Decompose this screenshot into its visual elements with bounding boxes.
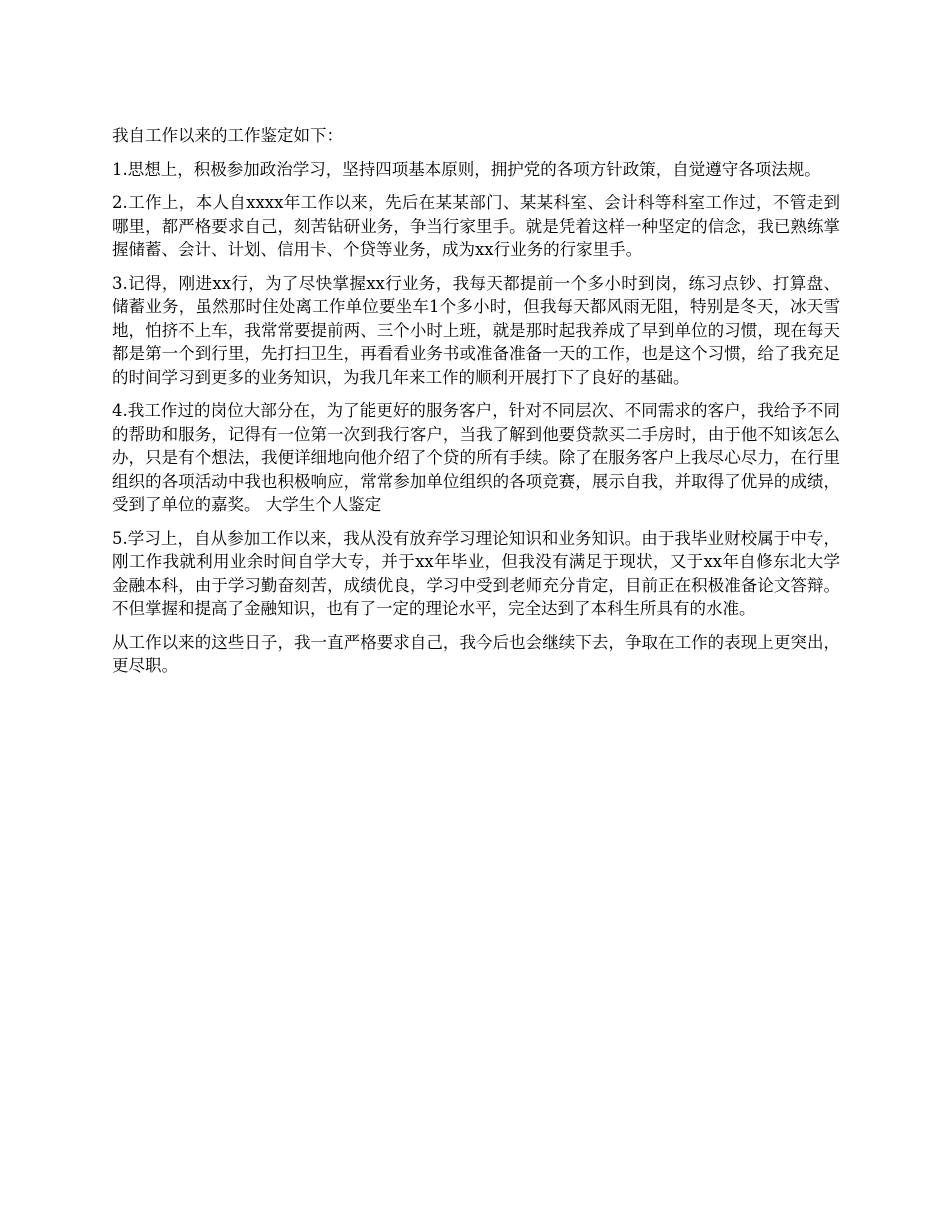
paragraph-work: 2.工作上，本人自xxxx年工作以来，先后在某某部门、某某科室、会计科等科室工作过，不管走到哪里，都严格要求自己，刻苦钻研业务，争当行家里手。就是凭着这样一种坚定的信念，我已熟练掌握储蓄、会计、计划、信用卡、个贷等业务，成为xx行业务的行家里手。 [112, 193, 840, 259]
intro-paragraph: 我自工作以来的工作鉴定如下： [112, 126, 343, 145]
paragraph-ideology: 1.思想上，积极参加政治学习，坚持四项基本原则，拥护党的各项方针政策，自觉遵守各项法规。 [112, 159, 821, 179]
closing-paragraph: 从工作以来的这些日子，我一直严格要求自己，我今后也会继续下去，争取在工作的表现上更突出，更尽职。 [112, 632, 840, 675]
paragraph-habits: 3.记得，刚进xx行，为了尽快掌握xx行业务，我每天都提前一个多小时到岗，练习点钞、打算盘、储蓄业务，虽然那时住处离工作单位要坐车1个多小时，但我每天都风雨无阻，特别是冬天，冰天雪地，怕挤不上车，我常常要提前两、三个小时上班，就是那时起我养成了早到单位的习惯，现在每天都是第一个到行里，先打扫卫生，再看看业务书或准备准备一天的工作，也是这个习惯，给了我充足的时间学习到更多的业务知识，为我几年来工作的顺利开展打下了良好的基础。 [112, 273, 840, 387]
document-body [112, 124, 840, 688]
paragraph-service: 4.我工作过的岗位大部分在，为了能更好的服务客户，针对不同层次、不同需求的客户，我给予不同的帮助和服务，记得有一位第一次到我行客户，当我了解到他要贷款买二手房时，由于他不知该怎么办，只是有个想法，我便详细地向他介绍了个贷的所有手续。除了在服务客户上我尽心尽力，在行里组织的各项活动中我也积极响应，常常参加单位组织的各项竞赛，展示自我，并取得了优异的成绩，受到了单位的嘉奖。 大学生个人鉴定 [112, 401, 840, 514]
paragraph-study: 5.学习上，自从参加工作以来，我从没有放弃学习理论知识和业务知识。由于我毕业财校属于中专，刚工作我就利用业余时间自学大专，并于xx年毕业，但我没有满足于现状，又于xx年自修东北大学金融本科，由于学习勤奋刻苦，成绩优良，学习中受到老师充分肯定，目前正在积极准备论文答辩。不但掌握和提高了金融知识，也有了一定的理论水平，完全达到了本科生所具有的水准。 [112, 528, 840, 618]
